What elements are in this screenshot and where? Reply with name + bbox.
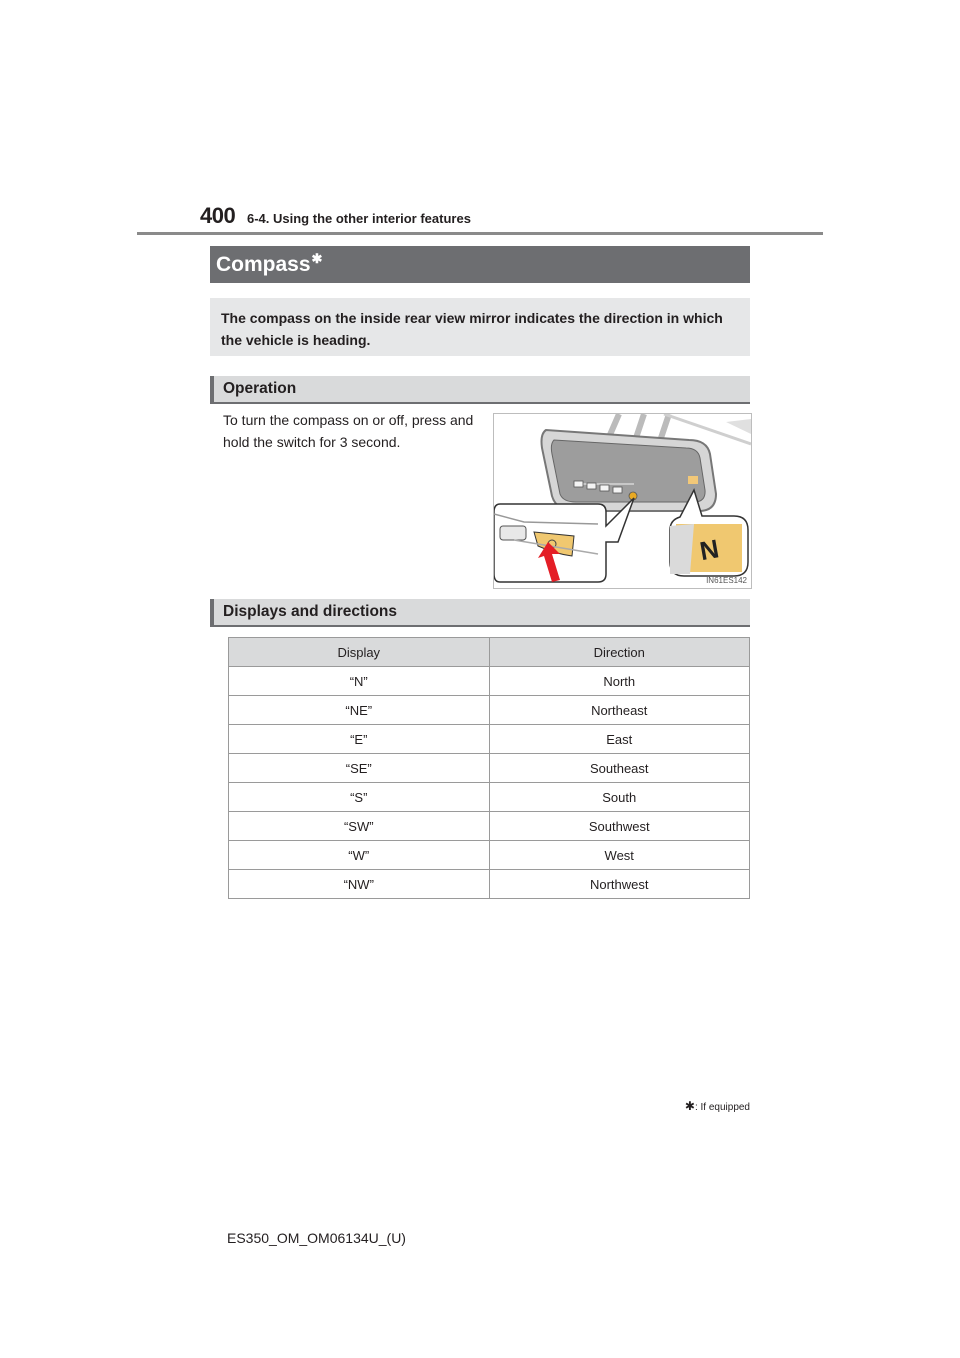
display-cell: “E” <box>229 725 490 754</box>
direction-cell: Southeast <box>489 754 750 783</box>
footnote-text: : If equipped <box>694 1102 750 1113</box>
direction-cell: South <box>489 783 750 812</box>
table-row <box>229 783 750 812</box>
displays-heading <box>210 599 750 627</box>
table-row <box>229 841 750 870</box>
table-row <box>229 812 750 841</box>
direction-cell: North <box>489 667 750 696</box>
direction-cell: Northeast <box>489 696 750 725</box>
display-cell: “NW” <box>229 870 490 899</box>
operation-heading <box>210 376 750 404</box>
direction-cell: Southwest <box>489 812 750 841</box>
section-header: 6-4. Using the other interior features <box>247 211 471 226</box>
intro-text: The compass on the inside rear view mirror indicates the direction in which the vehicle is heading. <box>221 310 723 348</box>
figure-code: IN61ES142 <box>706 576 747 585</box>
directions-table <box>228 637 750 899</box>
direction-cell: West <box>489 841 750 870</box>
direction-cell: East <box>489 725 750 754</box>
if-equipped-footnote-icon: ✱ <box>684 1099 695 1113</box>
table-row <box>229 667 750 696</box>
table-row <box>229 754 750 783</box>
page-title-text: Compass <box>216 253 311 276</box>
table-header-row <box>229 638 750 667</box>
table-row <box>229 725 750 754</box>
footnote <box>685 1099 750 1113</box>
svg-text:N: N <box>697 533 722 567</box>
header-rule <box>137 232 823 235</box>
mirror-illustration-svg <box>494 414 751 588</box>
column-header-direction: Direction <box>489 638 750 667</box>
display-cell: “SE” <box>229 754 490 783</box>
displays-heading-text: Displays and directions <box>223 603 397 620</box>
display-cell: “W” <box>229 841 490 870</box>
if-equipped-marker-icon: ✱ <box>311 251 323 266</box>
table-row <box>229 696 750 725</box>
document-id: ES350_OM_OM06134U_(U) <box>227 1230 406 1246</box>
display-cell: “NE” <box>229 696 490 725</box>
mirror-switch-illustration <box>493 413 752 589</box>
direction-cell: Northwest <box>489 870 750 899</box>
intro-box <box>210 298 750 356</box>
table-row <box>229 870 750 899</box>
operation-heading-text: Operation <box>223 380 297 397</box>
display-cell: “S” <box>229 783 490 812</box>
column-header-display: Display <box>229 638 490 667</box>
display-cell: “SW” <box>229 812 490 841</box>
operation-text: To turn the compass on or off, press and hold the switch for 3 second. <box>223 412 474 450</box>
page-number: 400 <box>200 203 236 228</box>
page-title <box>216 251 322 277</box>
display-cell: “N” <box>229 667 490 696</box>
title-bar <box>210 246 750 283</box>
